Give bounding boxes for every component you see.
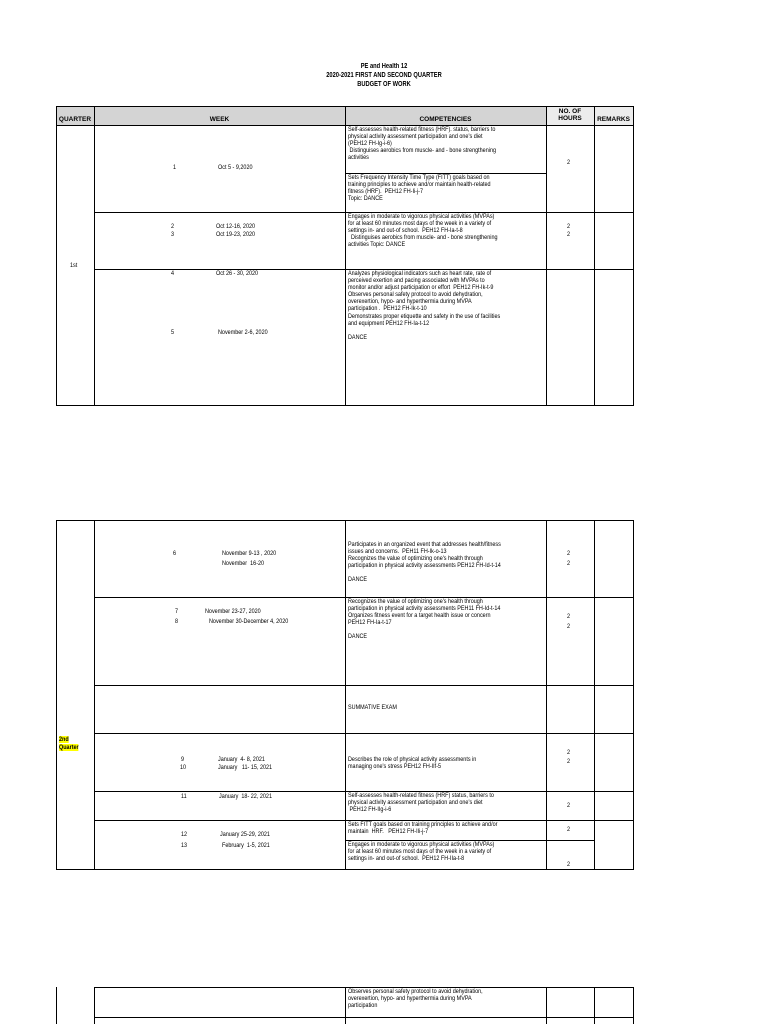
week-number: 13 <box>181 842 188 849</box>
hours-value: 2 <box>567 758 571 765</box>
doc-subtitle: 2020-2021 FIRST AND SECOND QUARTER <box>326 72 442 79</box>
week-dates: November 16-20 <box>222 560 265 567</box>
week-dates: January 11- 15, 2021 <box>218 764 273 771</box>
week-dates: January 4- 8, 2021 <box>218 756 265 763</box>
competency-text: Participates in an organized event that addresses health/fitness issues and concerns. PEH11 FH-Ik-o-13 Recognizes the value of optimizing one's health through participation in physical activity assessments PEH12 FH-Id-t-14 DANCE <box>348 541 501 584</box>
col-header-hours: NO. OF HOURS <box>558 108 582 122</box>
week-number: 5 <box>171 329 175 336</box>
col-header-quarter: QUARTER <box>58 116 92 123</box>
competency-text: Engages in moderate to vigorous physical activities (MVPAs) for at least 60 minutes most days of the week in a variety of settings in- and out-of school. PEH12 FH-Ia-t-8 Distinguises aerobics from muscle- and - bone strengthening activities Topic: DANCE <box>348 213 498 249</box>
hours-value: 2 <box>567 749 571 756</box>
hours-value: 2 <box>567 623 571 630</box>
quarter-label-1st: 1st <box>70 262 78 269</box>
hours-value: 2 <box>567 802 571 809</box>
col-header-remarks: REMARKS <box>597 116 630 123</box>
hours-value: 2 <box>567 550 571 557</box>
quarter-label-2nd: 2nd <box>59 736 69 743</box>
week-dates: January 18- 22, 2021 <box>219 793 272 800</box>
week-dates: November 2-6, 2020 <box>218 329 268 336</box>
summative-exam: SUMMATIVE EXAM <box>348 704 397 711</box>
competency-text: Recognizes the value of optimizing one's health through participation in physical activity assessments PEH11 FH-Id-t-14 Organizes fitness event for a target health issue or concern PEH12 FH-Ia-t-17 DANCE <box>348 598 501 641</box>
week-dates: Oct 5 - 9,2020 <box>218 164 253 171</box>
doc-title: PE and Health 12 <box>360 63 408 70</box>
competency-text: Self-assesses health-related fitness (HRF) status, barriers to physical activity assessment participation and one's diet PEH12 FH-IIg-i-6 <box>348 792 494 814</box>
competency-text: Sets Frequency Intensity Time Type (FITT) goals based on training principles to achieve and/or maintain health-related fitness (HRF). PEH12 FH-Ii-j-7 Topic: DANCE <box>348 174 491 203</box>
hours-value: 2 <box>567 231 571 238</box>
competency-text: Observes personal safety protocol to avoid dehydration, overexertion, hypo- and hyperthermia during MVPA participation <box>348 988 483 1010</box>
col-header-competencies: COMPETENCIES <box>419 116 472 123</box>
week-number: 10 <box>180 764 187 771</box>
competency-text: Engages in moderate to vigorous physical activities (MVPAs) for at least 60 minutes most days of the week in a variety of settings in- and out-of school. PEH12 FH-IIa-t-8 <box>348 841 495 863</box>
hours-value: 2 <box>567 159 571 166</box>
hours-value: 2 <box>567 613 571 620</box>
week-dates: November 30-December 4, 2020 <box>209 618 289 625</box>
competency-text: Self-assesses health-related fitness (HRF). status, barriers to physical activity assessment participation and one's diet (PEH12 FH-Ig-i-6) Distinguises aerobics from muscle- and - bone strengthening activities <box>348 126 497 162</box>
competency-text: Analyzes physiological indicators such as heart rate, rate of perceived exertion and pacing associated with MVPAs to monitor and/or adjust participation or effort PEH12 FH-Ik-t-9 Observes personal safety protocol to avoid dehydration, overexertion, hypo- and hyperthermia during MVPA participation . PEH12 FH-Ik-t-10 Demonstrates proper etiquette and safety in the use of facilities and equipment PEH12 FH-Ia-t-12 DANCE <box>348 270 501 341</box>
week-dates: November 9-13 , 2020 <box>222 550 277 557</box>
week-number: 11 <box>181 793 187 800</box>
week-number: 9 <box>181 756 185 763</box>
hours-value: 2 <box>567 560 571 567</box>
competency-text: Describes the role of physical activity assessments in managing one's stress PEH12 FH-IIf-5 <box>348 756 477 771</box>
week-dates: November 23-27, 2020 <box>205 608 261 615</box>
week-number: 7 <box>175 608 179 615</box>
week-dates: Oct 26 - 30, 2020 <box>216 270 259 277</box>
hours-value: 2 <box>567 826 571 833</box>
hours-value: 2 <box>567 223 571 230</box>
week-dates: Oct 12-16, 2020 <box>216 223 256 230</box>
doc-subtitle-2: BUDGET OF WORK <box>357 81 411 88</box>
week-dates: January 25-29, 2021 <box>220 831 270 838</box>
week-number: 2 <box>171 223 175 230</box>
week-dates: Oct 19-23, 2020 <box>216 231 256 238</box>
hours-value: 2 <box>567 861 571 868</box>
week-number: 12 <box>181 831 188 838</box>
week-number: 1 <box>173 164 177 171</box>
week-number: 3 <box>171 231 175 238</box>
week-number: 8 <box>175 618 179 625</box>
col-header-week: WEEK <box>209 116 230 123</box>
week-number: 6 <box>173 550 177 557</box>
week-dates: February 1-5, 2021 <box>222 842 270 849</box>
week-number: 4 <box>171 270 175 277</box>
quarter-label-2nd-quarter: Quarter <box>59 744 79 751</box>
competency-text: Sets FITT goals based on training principles to achieve and/or maintain HRF. PEH12 FH-IIi-j-7 <box>348 821 498 836</box>
